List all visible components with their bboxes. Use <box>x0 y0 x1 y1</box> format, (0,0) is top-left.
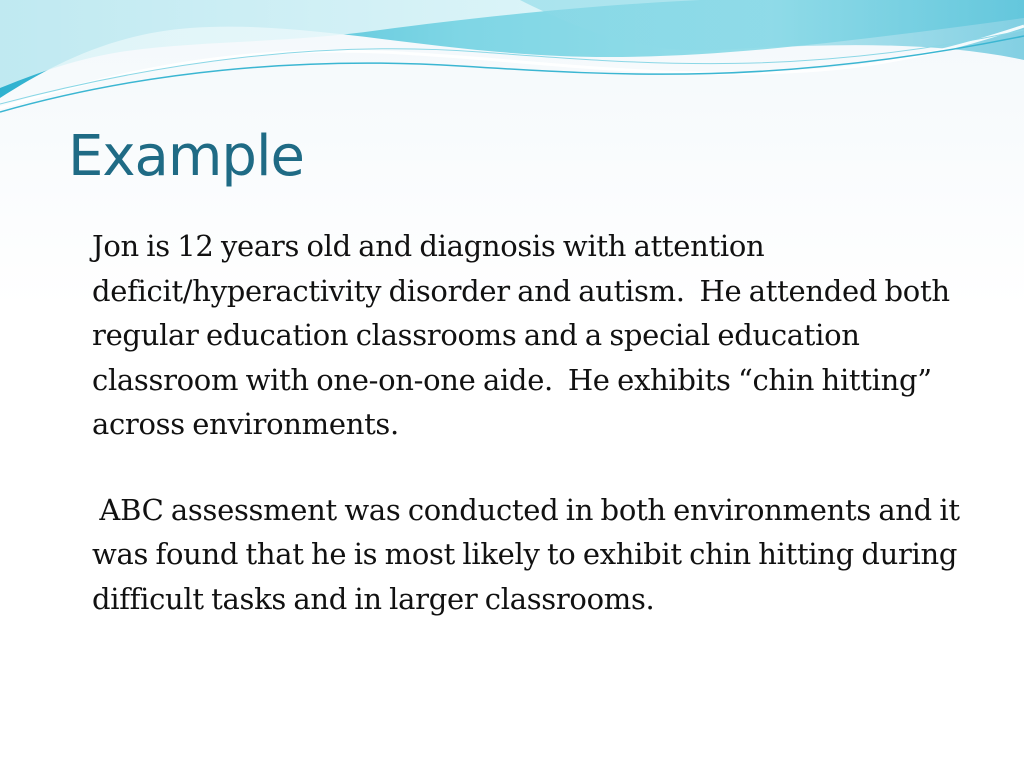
slide-body <box>92 224 972 621</box>
body-paragraph-case-description: Jon is 12 years old and diagnosis with attention deficit/hyperactivity disorder and autism. He attended both regular education classrooms and a special education classroom with one-on-one aide. He exhibits “chin hitting” across environments. <box>92 229 958 441</box>
body-paragraph-assessment: ABC assessment was conducted in both environments and it was found that he is most likely to exhibit chin hitting during difficult tasks and in larger classrooms. <box>92 492 968 616</box>
slide-title: Example <box>68 124 304 189</box>
decorative-wave-header <box>0 0 1024 120</box>
